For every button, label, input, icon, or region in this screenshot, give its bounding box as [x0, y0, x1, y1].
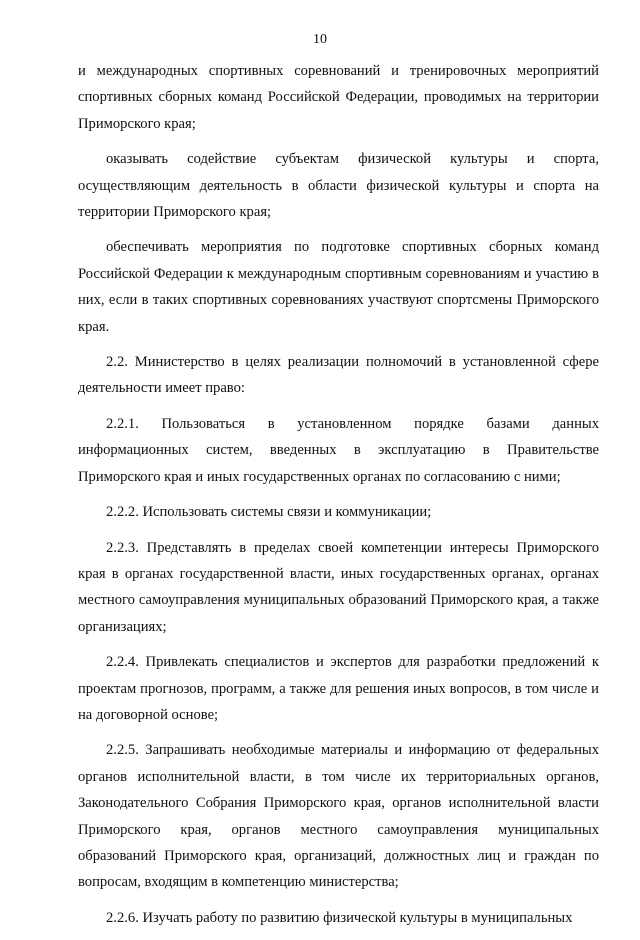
- paragraph-2-2-6: 2.2.6. Изучать работу по развитию физической культуры в муниципальных: [106, 909, 573, 926]
- paragraph-ensure-training: обеспечивать мероприятия по подготовке спортивных сборных команд Российской Федерации к международным спортивным соревнованиям и участию в них, если в таких спортивных соревнованиях участвуют спортсмены Приморского края.: [78, 239, 599, 335]
- paragraph-2-2-3: 2.2.3. Представлять в пределах своей компетенции интересы Приморского края в органах государственной власти, иных государственных органах, органах местного самоуправления муниципальных образований Приморского края, а также организациях;: [78, 539, 599, 635]
- paragraph-continuation-events: и международных спортивных соревнований и тренировочных мероприятий спортивных сборных команд Российской Федерации, проводимых на территории Приморского края;: [78, 63, 599, 132]
- paragraph-2-2-4: 2.2.4. Привлекать специалистов и экспертов для разработки предложений к проектам прогнозов, программ, а также для решения иных вопросов, в том числе и на договорной основе;: [78, 654, 599, 723]
- paragraph-2-2-1: 2.2.1. Пользоваться в установленном порядке базами данных информационных систем, введенных в эксплуатацию в Правительстве Приморского края и иных государственных органах по согласованию с ними;: [78, 415, 599, 485]
- paragraph-2-2-5: 2.2.5. Запрашивать необходимые материалы и информацию от федеральных органов исполнительной власти, в том числе их территориальных органов, Законодательного Собрания Приморского края, органов исполнительной власти Приморского края, органов местного самоуправления муниципальных образований Приморского края, организаций, должностных лиц и граждан по вопросам, входящим в компетенцию министерства;: [78, 742, 599, 891]
- paragraph-assist-subjects: оказывать содействие субъектам физической культуры и спорта, осуществляющим деятельность в области физической культуры и спорта на территории Приморского края;: [78, 151, 599, 221]
- document-body: [78, 58, 599, 940]
- page-number: 10: [313, 32, 327, 47]
- paragraph-2-2-2: 2.2.2. Использовать системы связи и коммуникации;: [106, 504, 432, 521]
- paragraph-2-2-rights: 2.2. Министерство в целях реализации полномочий в установленной сфере деятельности имеет право:: [78, 354, 599, 397]
